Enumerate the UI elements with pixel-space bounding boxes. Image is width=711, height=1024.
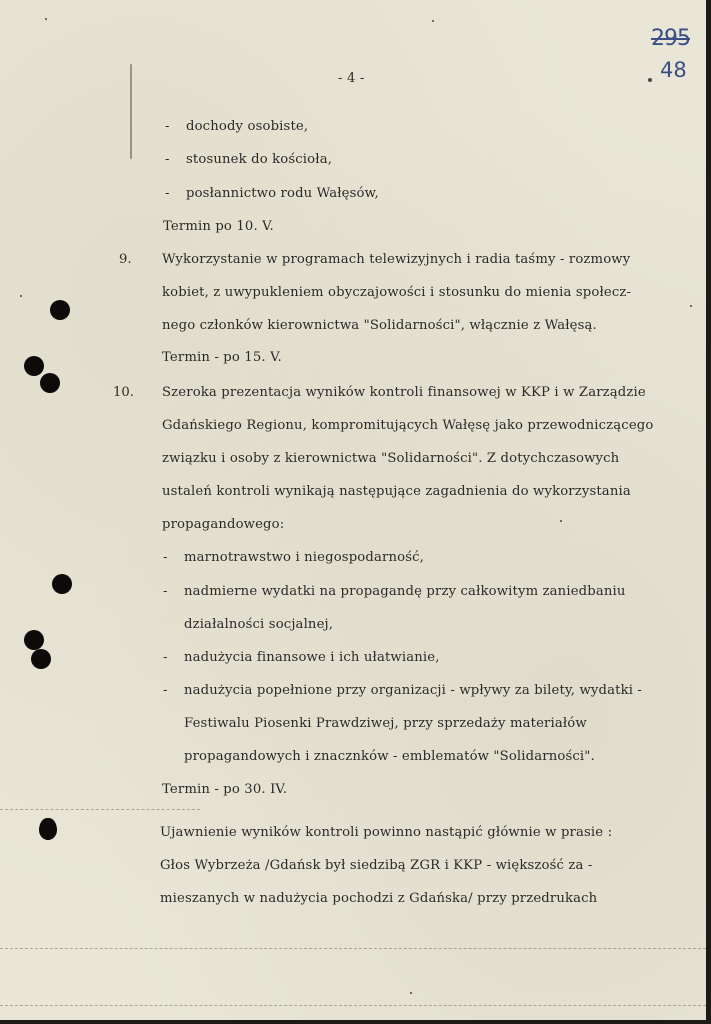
paragraph-line: kobiet, z uwypukleniem obyczajowości i stosunku do mienia społecz- bbox=[162, 285, 632, 300]
paragraph-line: ustaleń kontroli wynikają następujące zagadnienia do wykorzystania bbox=[162, 484, 631, 499]
punch-hole bbox=[39, 818, 57, 840]
bullet-dash: - bbox=[165, 152, 170, 167]
list-item: nadużycia finansowe i ich ułatwianie, bbox=[184, 650, 440, 665]
list-item: nadmierne wydatki na propagandę przy całkowitym zaniedbaniu bbox=[184, 584, 626, 599]
list-item: marnotrawstwo i niegospodarność, bbox=[184, 550, 424, 565]
bullet-dash: - bbox=[163, 683, 168, 698]
list-item-continuation: działalności socjalnej, bbox=[184, 617, 334, 632]
list-item: nadużycia popełnione przy organizacji - wpływy za bilety, wydatki - bbox=[184, 683, 643, 698]
list-item-continuation: Festiwalu Piosenki Prawdziwej, przy sprzedaży materiałów bbox=[184, 716, 587, 731]
scan-edge bbox=[706, 0, 711, 1024]
paper-speck bbox=[432, 20, 434, 22]
paragraph-line: Ujawnienie wyników kontroli powinno nastąpić głównie w prasie : bbox=[160, 825, 613, 840]
bullet-dash: - bbox=[163, 650, 168, 665]
bullet-dash: - bbox=[163, 550, 168, 565]
paragraph-line: Gdańskiego Regionu, kompromitujących Wałęsę jako przewodniczącego bbox=[162, 418, 654, 433]
list-item: posłannictwo rodu Wałęsów, bbox=[186, 186, 379, 201]
paragraph-line: związku i osoby z kierownictwa "Solidarności". Z dotychczasowych bbox=[162, 451, 620, 466]
punch-hole bbox=[52, 574, 72, 594]
punch-hole bbox=[40, 373, 60, 393]
paragraph-line: Szeroka prezentacja wyników kontroli finansowej w KKP i w Zarządzie bbox=[162, 385, 646, 400]
list-item: stosunek do kościoła, bbox=[186, 152, 333, 167]
page-number: - 4 - bbox=[338, 71, 365, 86]
ink-dot bbox=[648, 78, 652, 82]
paper-speck bbox=[410, 992, 412, 994]
paragraph-line: mieszanych w nadużycia pochodzi z Gdańska/ przy przedrukach bbox=[160, 891, 598, 906]
deadline: Termin po 10. V. bbox=[163, 219, 274, 234]
margin-pen-mark bbox=[130, 64, 132, 159]
deadline: Termin - po 15. V. bbox=[162, 350, 282, 365]
list-item-continuation: propagandowych i znacznków - emblematów "Solidarności". bbox=[184, 749, 595, 764]
bullet-dash: - bbox=[165, 186, 170, 201]
punch-hole bbox=[50, 300, 70, 320]
paragraph-line: Wykorzystanie w programach telewizyjnych i radia taśmy - rozmowy bbox=[162, 252, 631, 267]
paper-speck bbox=[690, 305, 692, 307]
item-number: 9. bbox=[119, 252, 132, 267]
deadline: Termin - po 30. IV. bbox=[162, 782, 288, 797]
fold-line bbox=[0, 948, 706, 949]
punch-hole bbox=[24, 356, 44, 376]
paragraph-line: nego członków kierownictwa "Solidarności", włącznie z Wałęsą. bbox=[162, 318, 597, 333]
paragraph-line: propagandowego: bbox=[162, 517, 285, 532]
archive-number-crossed-out: 295 bbox=[651, 26, 690, 51]
paper-speck bbox=[20, 295, 22, 297]
fold-line bbox=[0, 1005, 706, 1006]
list-item: dochody osobiste, bbox=[186, 119, 309, 134]
item-number: 10. bbox=[113, 385, 134, 400]
archive-number-current: 48 bbox=[660, 58, 687, 82]
fold-line bbox=[0, 809, 200, 810]
paper-speck bbox=[45, 18, 47, 20]
punch-hole bbox=[24, 630, 44, 650]
bullet-dash: - bbox=[163, 584, 168, 599]
scan-edge bbox=[0, 1020, 711, 1024]
paragraph-line: Głos Wybrzeża /Gdańsk był siedzibą ZGR i KKP - większość za - bbox=[160, 858, 593, 873]
bullet-dash: - bbox=[165, 119, 170, 134]
paper-speck bbox=[560, 520, 562, 522]
punch-hole bbox=[31, 649, 51, 669]
